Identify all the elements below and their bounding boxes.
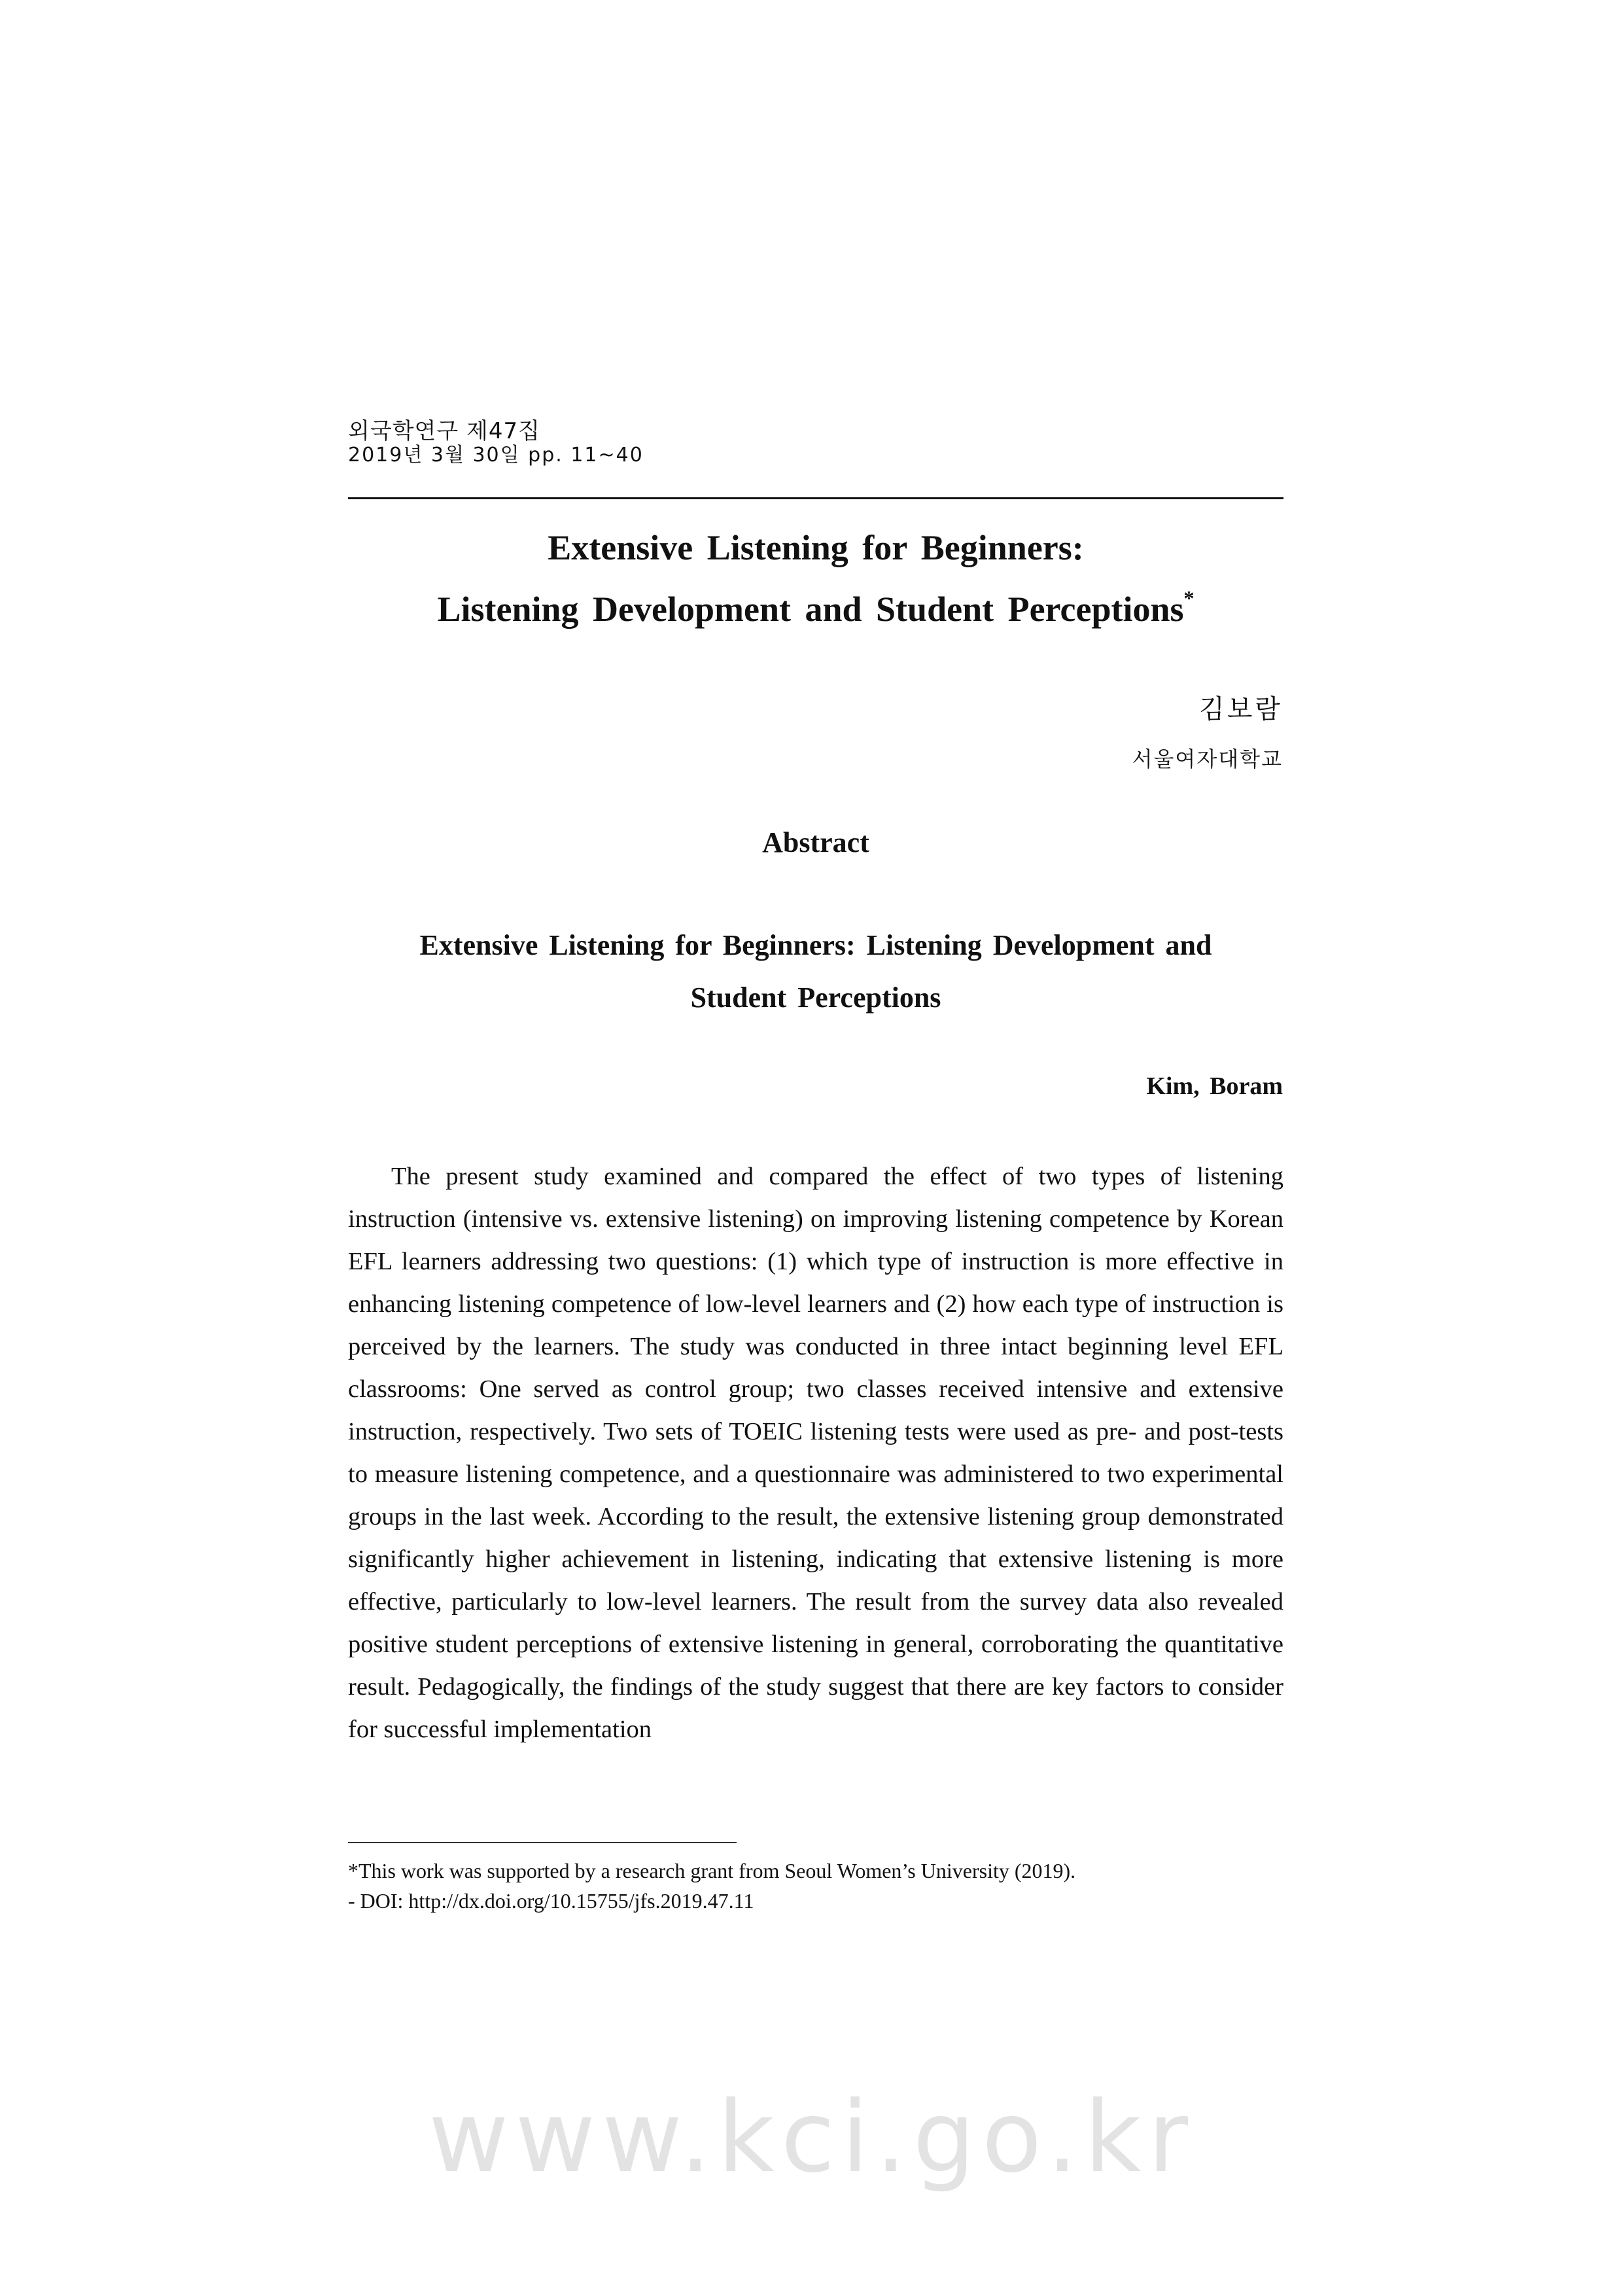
journal-name: 외국학연구 제47집: [348, 418, 540, 444]
paper-title: [348, 517, 1283, 640]
abstract-title: [393, 919, 1239, 1024]
header-divider: [348, 497, 1283, 499]
abstract-body: The present study examined and compared the effect of two types of listening instruction (intensive vs. extensive listening) on improving listening competence by Korean EFL learners addressing two questions: (1) which type of instruction is more effective in enhancing listening competence of low-level learners and (2) how each type of instruction is perceived by the learners. The study was conducted in three intact beginning level EFL classrooms: One served as control group; two classes received intensive and extensive instruction, respectively. Two sets of TOEIC listening tests were used as pre- and post-tests to measure listening competence, and a questionnaire was administered to two experimental groups in the last week. According to the result, the extensive listening group demonstrated significantly higher achievement in listening, indicating that extensive listening is more effective, particularly to low-level learners. The result from the survey data also revealed positive student perceptions of extensive listening in general, corroborating the quantitative result. Pedagogically, the findings of the study suggest that there are key factors to consider for successful implementation: [348, 1163, 1283, 1743]
title-footnote-mark[interactable]: *: [1183, 586, 1195, 610]
paper-title-line-2: [348, 578, 1283, 640]
footnote-funding: *This work was supported by a research grant from Seoul Women’s University (2019).: [348, 1859, 1076, 1882]
author-name-korean: 김보람: [1199, 694, 1283, 724]
abstract-title-line-2: Student Perceptions: [690, 981, 941, 1014]
author-name-english: Kim, Boram: [1146, 1072, 1283, 1100]
abstract-heading: Abstract: [762, 826, 869, 858]
author-affiliation: 서울여자대학교: [1132, 747, 1283, 771]
footnotes: [348, 1856, 1283, 1916]
footnote-doi[interactable]: - DOI: http://dx.doi.org/10.15755/jfs.2019.47.11: [348, 1889, 754, 1913]
journal-date-pages: 2019년 3월 30일 pp. 11~40: [348, 444, 644, 467]
footnote-divider: [348, 1842, 737, 1843]
journal-header: [348, 419, 1283, 467]
paper-title-line-1: Extensive Listening for Beginners:: [548, 528, 1084, 567]
abstract-title-line-1: Extensive Listening for Beginners: Listening Development and: [419, 929, 1212, 961]
paper-title-line-2-text: Listening Development and Student Perceptions: [437, 590, 1184, 629]
watermark: www.kci.go.kr: [428, 2081, 1195, 2195]
